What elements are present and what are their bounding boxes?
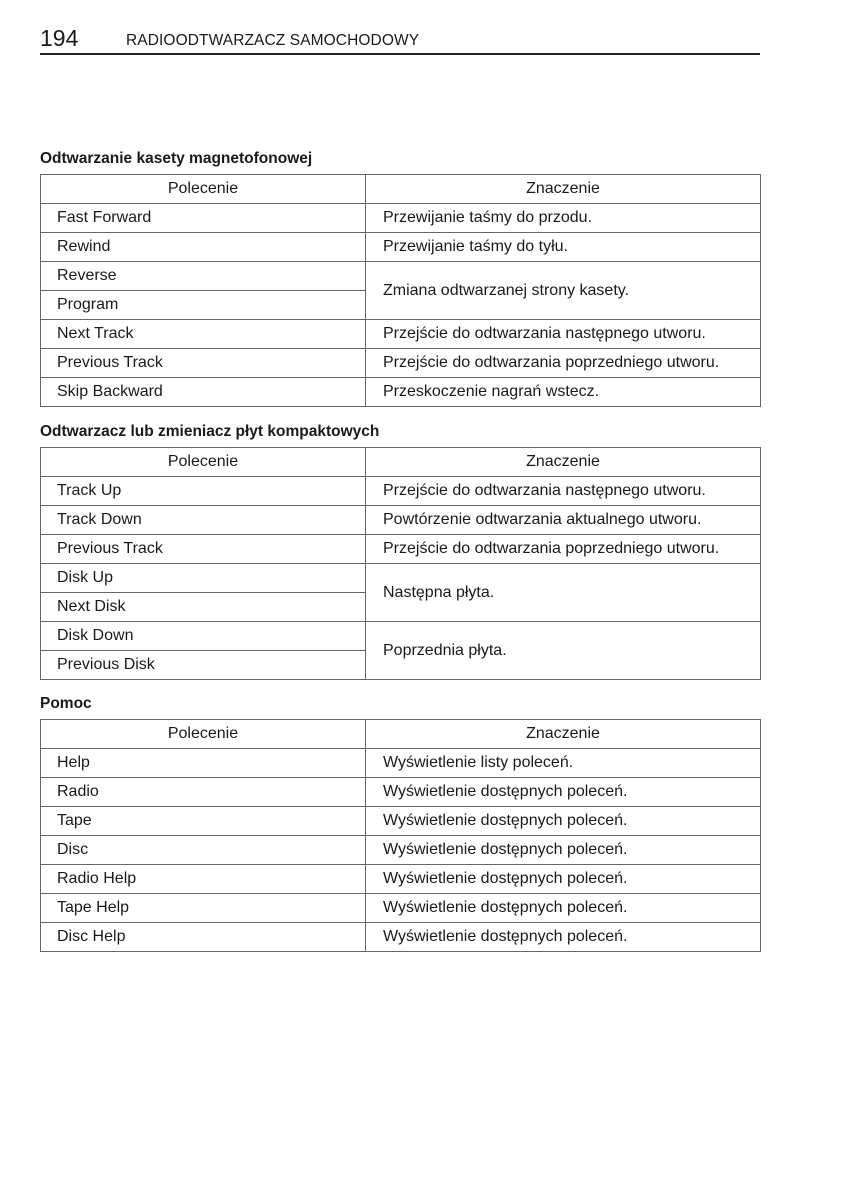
command-cell: Track Down — [41, 506, 366, 535]
meaning-cell: Wyświetlenie dostępnych poleceń. — [366, 923, 761, 952]
meaning-cell: Przewijanie taśmy do tyłu. — [366, 233, 761, 262]
command-cell: Previous Track — [41, 349, 366, 378]
meaning-cell: Wyświetlenie dostępnych poleceń. — [366, 894, 761, 923]
section-cassette — [40, 150, 760, 407]
meaning-cell: Powtórzenie odtwarzania aktualnego utworu. — [366, 506, 761, 535]
section-title: Pomoc — [40, 695, 92, 712]
page-header — [40, 26, 760, 55]
table-row — [41, 836, 761, 865]
table-row — [41, 865, 761, 894]
command-cell: Previous Track — [41, 535, 366, 564]
column-header-meaning: Znaczenie — [366, 175, 761, 204]
section-title: Odtwarzacz lub zmieniacz płyt kompaktowych — [40, 423, 380, 440]
table-row — [41, 807, 761, 836]
table-header-row — [41, 720, 761, 749]
table-row — [41, 564, 761, 593]
command-table — [40, 447, 761, 680]
column-header-command: Polecenie — [41, 175, 366, 204]
table-row — [41, 894, 761, 923]
meaning-cell: Przejście do odtwarzania poprzedniego utworu. — [366, 349, 761, 378]
command-cell: Track Up — [41, 477, 366, 506]
table-row — [41, 378, 761, 407]
meaning-cell: Wyświetlenie dostępnych poleceń. — [366, 836, 761, 865]
command-cell: Help — [41, 749, 366, 778]
command-cell: Program — [41, 291, 366, 320]
column-header-command: Polecenie — [41, 720, 366, 749]
table-row — [41, 320, 761, 349]
command-cell: Previous Disk — [41, 651, 366, 680]
table-row — [41, 262, 761, 291]
meaning-cell: Przejście do odtwarzania następnego utworu. — [366, 320, 761, 349]
table-row — [41, 233, 761, 262]
table-row — [41, 204, 761, 233]
running-title: RADIOODTWARZACZ SAMOCHODOWY — [126, 32, 420, 49]
table-header-row — [41, 175, 761, 204]
table-row — [41, 622, 761, 651]
meaning-cell: Przewijanie taśmy do przodu. — [366, 204, 761, 233]
page-number: 194 — [40, 25, 79, 51]
table-row — [41, 749, 761, 778]
table-row — [41, 923, 761, 952]
command-cell: Reverse — [41, 262, 366, 291]
meaning-cell: Poprzednia płyta. — [366, 622, 761, 680]
command-cell: Fast Forward — [41, 204, 366, 233]
meaning-cell: Przejście do odtwarzania poprzedniego utworu. — [366, 535, 761, 564]
command-cell: Next Track — [41, 320, 366, 349]
command-cell: Next Disk — [41, 593, 366, 622]
command-cell: Skip Backward — [41, 378, 366, 407]
section-help — [40, 695, 760, 952]
table-row — [41, 477, 761, 506]
command-cell: Tape — [41, 807, 366, 836]
command-cell: Radio — [41, 778, 366, 807]
section-title: Odtwarzanie kasety magnetofonowej — [40, 150, 313, 167]
table-row — [41, 778, 761, 807]
command-cell: Rewind — [41, 233, 366, 262]
command-cell: Disc Help — [41, 923, 366, 952]
meaning-cell: Zmiana odtwarzanej strony kasety. — [366, 262, 761, 320]
column-header-meaning: Znaczenie — [366, 448, 761, 477]
command-cell: Disk Up — [41, 564, 366, 593]
table-row — [41, 506, 761, 535]
meaning-cell: Przeskoczenie nagrań wstecz. — [366, 378, 761, 407]
meaning-cell: Wyświetlenie dostępnych poleceń. — [366, 865, 761, 894]
command-cell: Disc — [41, 836, 366, 865]
meaning-cell: Wyświetlenie dostępnych poleceń. — [366, 778, 761, 807]
section-cd-player — [40, 423, 760, 680]
command-table — [40, 719, 761, 952]
meaning-cell: Wyświetlenie listy poleceń. — [366, 749, 761, 778]
meaning-cell: Wyświetlenie dostępnych poleceń. — [366, 807, 761, 836]
column-header-command: Polecenie — [41, 448, 366, 477]
column-header-meaning: Znaczenie — [366, 720, 761, 749]
command-cell: Disk Down — [41, 622, 366, 651]
meaning-cell: Przejście do odtwarzania następnego utworu. — [366, 477, 761, 506]
meaning-cell: Następna płyta. — [366, 564, 761, 622]
table-header-row — [41, 448, 761, 477]
table-row — [41, 535, 761, 564]
command-cell: Tape Help — [41, 894, 366, 923]
command-cell: Radio Help — [41, 865, 366, 894]
table-row — [41, 349, 761, 378]
command-table — [40, 174, 761, 407]
